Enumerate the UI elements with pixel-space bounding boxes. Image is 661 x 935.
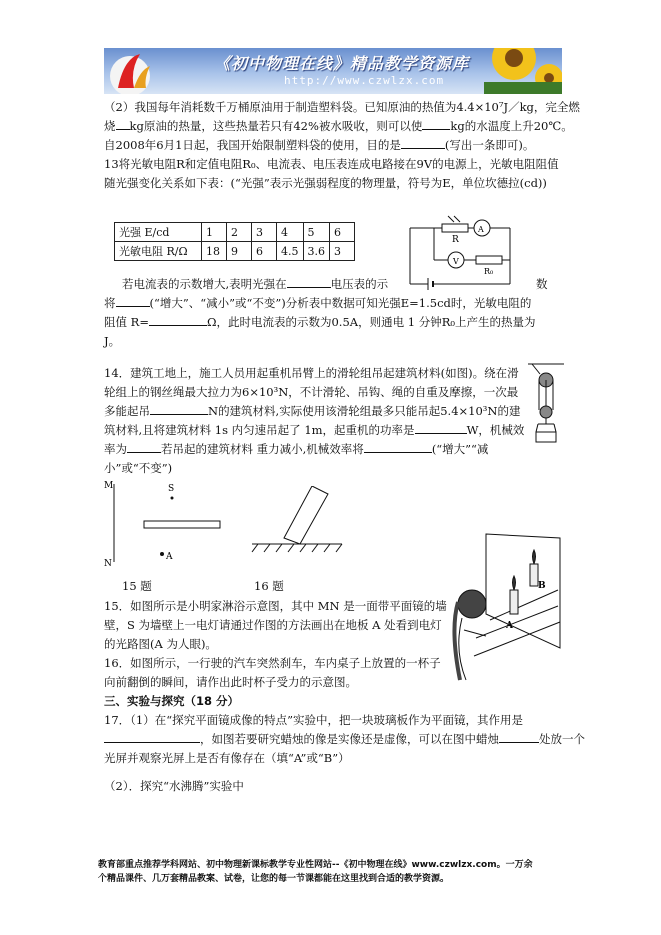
label-m: M xyxy=(104,481,114,491)
blank-purpose[interactable] xyxy=(401,136,445,149)
table-cell: 3 xyxy=(252,223,277,242)
q14-line-4 xyxy=(104,421,524,440)
table-cell: 1 xyxy=(202,223,227,242)
pulley-crane-figure xyxy=(526,360,566,446)
blank-water-mass[interactable] xyxy=(422,117,450,130)
q13-text: Ω，此时电流表的示数为0.5A，则通电 1 分钟R₀上产生的热量为 xyxy=(206,315,536,329)
q14-text: N的建筑材料,实际使用该滑轮组最多只能吊起5.4×10³N的建 xyxy=(208,404,521,418)
q13-text: 若电流表的示数增大,表明光强在 xyxy=(122,277,287,291)
q13-line-2: 随光强变化关系如下表：(“光强”表示光强弱程度的物理量，符号为E，单位坎德拉(cd)) xyxy=(104,176,547,190)
blank-max-load[interactable] xyxy=(150,402,208,415)
blank-efficiency[interactable] xyxy=(127,440,161,453)
q12-text: 烧 xyxy=(104,119,116,133)
q12-text: (写出一条即可)。 xyxy=(444,138,535,152)
q14-text: 多能起吊 xyxy=(104,404,150,418)
label-a: A xyxy=(166,552,173,562)
q17-text: 处放一个 xyxy=(539,732,585,746)
blank-power[interactable] xyxy=(415,421,467,434)
light-resistance-table xyxy=(114,222,355,261)
q12-text: kg原油的热量，这些热量若只有42%被水吸收，则可以使 xyxy=(129,119,423,133)
q12-text: 自2008年6月1日起，我国开始限制塑料袋的使用，目的是 xyxy=(104,138,401,152)
label-n: N xyxy=(104,559,112,569)
q13-para-1 xyxy=(122,275,388,294)
blank-efficiency-trend[interactable] xyxy=(364,440,432,453)
q14-line-5 xyxy=(104,440,488,459)
footer-line-1: 教育部重点推荐学科网站、初中物理新课标教学专业性网站--《初中物理在线》www.czwlzx.com。一万余 xyxy=(98,860,533,870)
q17-line-3: 光屏并观察光屏上是否有像存在（填“A”或“B”） xyxy=(104,751,350,765)
q14-text: W，机械效 xyxy=(466,423,525,437)
q17-line-2 xyxy=(104,730,585,749)
footer-line-2: 个精品课件、几万套精品教案、试卷，让您的每一节课都能在这里找到合适的教学资源。 xyxy=(98,874,450,884)
table-row xyxy=(115,223,355,242)
q13-para-3 xyxy=(104,313,535,332)
q14-line-1: 14．建筑工地上，施工人员用起重机吊臂上的滑轮组吊起建筑材料(如图)。绕在滑 xyxy=(104,366,519,380)
label-s: S xyxy=(168,484,175,494)
banner-url[interactable]: http://www.czwlzx.com xyxy=(284,74,445,87)
resistor-r-label: R xyxy=(452,235,459,245)
blank-voltmeter-trend[interactable] xyxy=(116,294,150,307)
figure-17-mirror-experiment xyxy=(446,530,562,688)
table-cell: 4 xyxy=(277,223,304,242)
blank-glass-purpose[interactable] xyxy=(104,730,200,743)
q13-text: 将 xyxy=(104,296,116,310)
label-a: A xyxy=(506,621,513,631)
q12-line-2 xyxy=(104,117,573,136)
q13-text: 电压表的示 xyxy=(330,277,389,291)
q13-text: 数 xyxy=(536,277,548,291)
q16-line-1: 16．如图所示，一行驶的汽车突然刹车，车内桌子上放置的一杯子 xyxy=(104,656,441,670)
circuit-diagram xyxy=(400,212,520,292)
q15-line-3: 的光路图(A 为人眼)。 xyxy=(104,637,217,651)
q13-para-2 xyxy=(104,294,531,313)
table-cell: 2 xyxy=(227,223,252,242)
voltmeter-label: V xyxy=(453,257,459,266)
q14-line-3 xyxy=(104,402,520,421)
figure-15-mirror-wall xyxy=(104,478,234,570)
q12-line-1: （2）我国每年消耗数千万桶原油用于制造塑料袋。已知原油的热值为4.4×10⁷J／kg，完全燃 xyxy=(104,100,580,114)
resistor-r0-label: R₀ xyxy=(484,267,494,276)
q15-line-1: 15．如图所示是小明家淋浴示意图，其中 MN 是一面带平面镜的墙 xyxy=(104,599,447,613)
blank-resistance[interactable] xyxy=(149,313,207,326)
blank-candle-position[interactable] xyxy=(499,730,539,743)
q14-text: 筑材料,且将建筑材料 1s 内匀速吊起了 1m，起重机的功率是 xyxy=(104,423,415,437)
q14-line-2: 轮组上的钢丝绳最大拉力为6×10³N，不计滑轮、吊钩、绳的自重及摩擦，一次最 xyxy=(104,385,519,399)
table-cell: 6 xyxy=(252,242,277,261)
label-b: B xyxy=(538,581,546,591)
q13-text: 阻值 R= xyxy=(104,315,149,329)
q17-text: ，如图若要研究蜡烛的像是实像还是虚像，可以在图中蜡烛 xyxy=(200,732,499,746)
table-cell: 3 xyxy=(330,242,355,261)
site-banner xyxy=(104,48,562,94)
q12-text: kg的水温度上升20℃。 xyxy=(450,119,573,133)
q14-text: 若吊起的建筑材料 重力减小,机械效率将 xyxy=(161,442,364,456)
table-cell: 6 xyxy=(330,223,355,242)
table-cell: 5 xyxy=(303,223,330,242)
blank-light-trend[interactable] xyxy=(287,275,331,288)
q14-text: (“增大”“减 xyxy=(431,442,489,456)
table-cell: 4.5 xyxy=(277,242,304,261)
q13-text: J。 xyxy=(104,334,121,348)
ammeter-label: A xyxy=(478,225,484,234)
blank-oil-mass[interactable] xyxy=(116,117,130,130)
table-row xyxy=(115,242,355,261)
q17-line-4: （2）．探究“水沸腾”实验中 xyxy=(104,779,244,793)
figure-16-caption: 16 题 xyxy=(254,579,284,593)
figure-16-tipping-cup xyxy=(248,486,344,558)
table-cell: 9 xyxy=(227,242,252,261)
table-header-cell: 光强 E/cd xyxy=(115,223,202,242)
q16-line-2: 向前翻倒的瞬间，请作出此时杯子受力的示意图。 xyxy=(104,675,357,689)
q14-text: 小”或“不变”) xyxy=(104,461,173,475)
q14-text: 率为 xyxy=(104,442,127,456)
figure-15-caption: 15 题 xyxy=(122,579,152,593)
banner-title: 《初中物理在线》精品教学资源库 xyxy=(214,54,470,73)
table-cell: 3.6 xyxy=(303,242,330,261)
q12-line-3 xyxy=(104,136,534,155)
section-heading: 三、实验与探究（18 分） xyxy=(104,694,240,708)
table-cell: 18 xyxy=(202,242,227,261)
q17-line-1: 17．（1）在“探究平面镜成像的特点”实验中，把一块玻璃板作为平面镜，其作用是 xyxy=(104,713,523,727)
q13-line-1: 13将光敏电阻R和定值电阻R₀、电流表、电压表连成电路接在9V的电源上，光敏电阻阻值 xyxy=(104,157,559,171)
q15-line-2: 壁，S 为墙壁上一电灯请通过作图的方法画出在地板 A 处看到电灯 xyxy=(104,618,442,632)
q13-text: (“增大”、“减小”或“不变”)分析表中数据可知光强E=1.5cd时，光敏电阻的 xyxy=(149,296,532,310)
table-header-cell: 光敏电阻 R/Ω xyxy=(115,242,202,261)
